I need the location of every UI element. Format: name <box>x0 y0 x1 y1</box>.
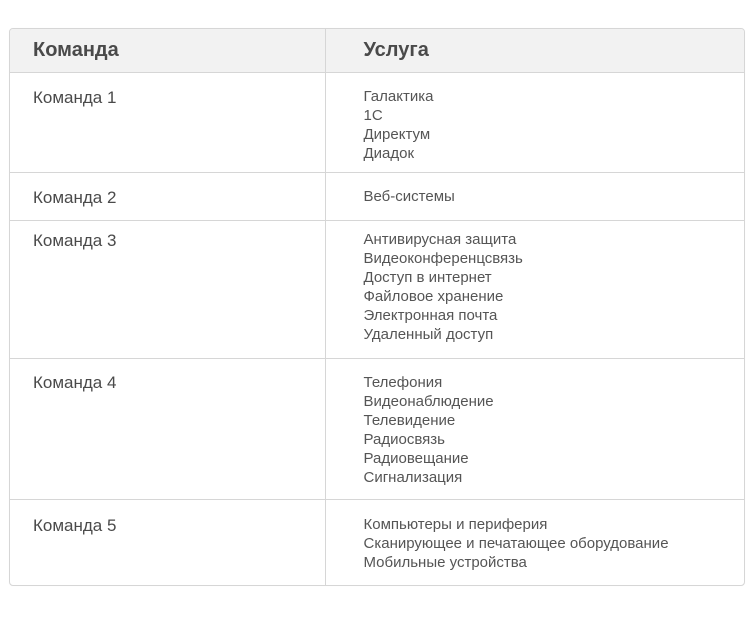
team-cell: Команда 2 <box>10 172 325 220</box>
services-table <box>9 28 745 586</box>
services-cell <box>325 172 744 220</box>
team-cell: Команда 5 <box>33 515 117 535</box>
service-item: Мобильные устройства <box>363 553 527 571</box>
service-item: Сигнализация <box>363 468 463 486</box>
team-cell: Команда 4 <box>10 358 325 499</box>
service-item: 1С <box>363 106 383 124</box>
header-row <box>10 29 744 72</box>
service-item: Доступ в интернет <box>363 268 492 286</box>
service-item: Телевидение <box>363 411 456 429</box>
table-row <box>10 358 744 499</box>
service-item: Диадок <box>363 144 415 162</box>
service-item: Галактика <box>363 87 434 105</box>
service-item: Сканирующее и печатающее оборудование <box>363 534 669 552</box>
table-header <box>10 29 744 72</box>
service-item: Радиовещание <box>363 449 469 467</box>
service-item: Телефония <box>363 373 443 391</box>
team-cell: Команда 1 <box>10 72 325 172</box>
service-item: Антивирусная защита <box>363 230 517 248</box>
services-cell <box>325 220 744 358</box>
team-services-table <box>10 29 744 585</box>
table-row <box>10 72 744 172</box>
table-row <box>10 499 744 585</box>
service-item: Компьютеры и периферия <box>363 515 548 533</box>
service-item: Директум <box>363 125 431 143</box>
header-service: Услуга <box>325 29 744 72</box>
table-row <box>10 172 744 220</box>
services-cell <box>325 499 744 585</box>
table-body <box>10 72 744 585</box>
services-cell <box>325 72 744 172</box>
service-item: Удаленный доступ <box>363 325 494 343</box>
service-item: Видеоконференцсвязь <box>363 249 523 267</box>
service-item: Веб-системы <box>363 187 455 205</box>
team-cell: Команда 3 <box>10 220 325 358</box>
service-item: Электронная почта <box>363 306 498 324</box>
service-item: Видеонаблюдение <box>363 392 494 410</box>
service-item: Радиосвязь <box>363 430 445 448</box>
service-item: Файловое хранение <box>363 287 504 305</box>
header-team: Команда <box>10 29 325 72</box>
table-row <box>10 220 744 358</box>
services-cell <box>325 358 744 499</box>
